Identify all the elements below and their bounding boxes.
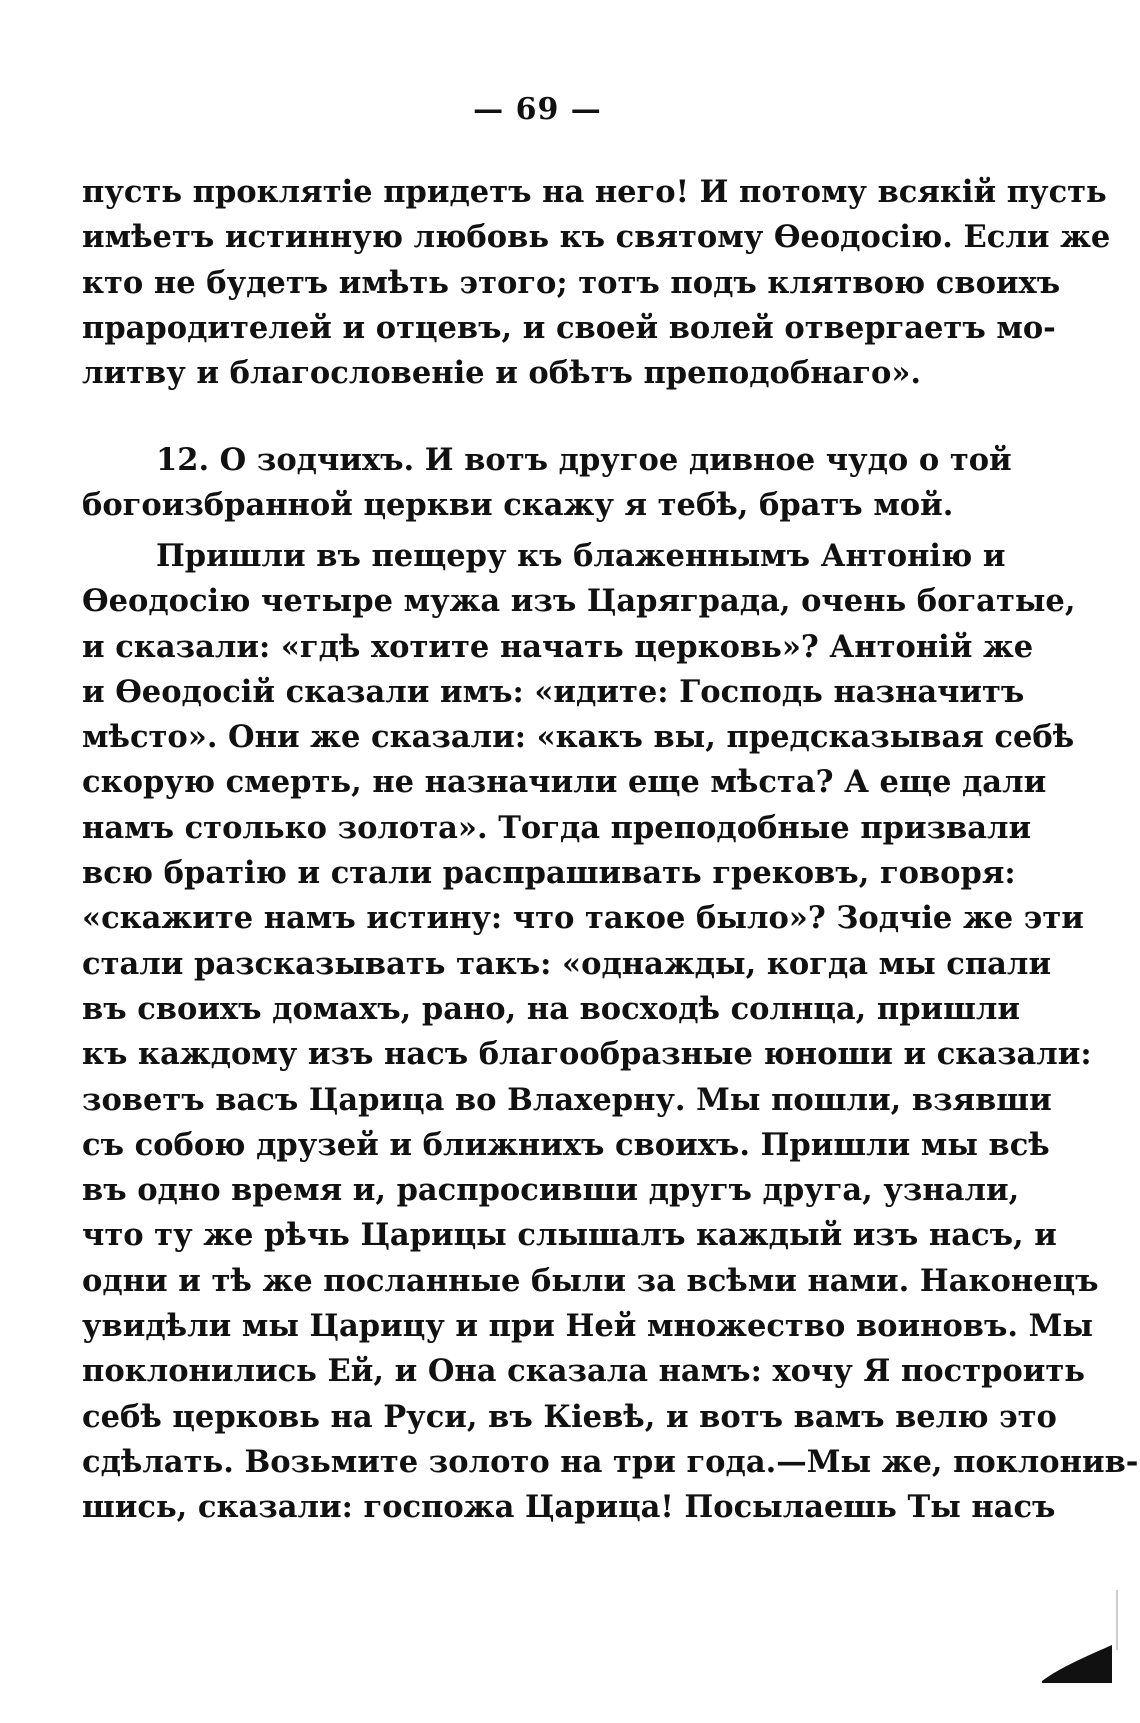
- text-line: мѣсто». Они же сказали: «какъ вы, предсказывая себѣ: [82, 719, 1075, 756]
- text-line: Пришли въ пещеру къ блаженнымъ Антонію и: [156, 538, 1006, 574]
- text-line: зоветъ васъ Царица во Влахерну. Мы пошли, взявши: [82, 1081, 1052, 1118]
- text-line: Ѳеодосію четыре мужа изъ Царяграда, очень богатые,: [82, 583, 1076, 620]
- text-line: намъ столько золота». Тогда преподобные призвали: [82, 809, 1032, 846]
- text-line: увидѣли мы Царицу и при Ней множество воиновъ. Мы: [82, 1308, 1093, 1345]
- text-line: и Ѳеодосій сказали имъ: «идите: Господь назначитъ: [82, 673, 1025, 710]
- text-line: что ту же рѣчь Царицы слышалъ каждый изъ насъ, и: [82, 1217, 1057, 1254]
- text-line: кто не будетъ имѣть этого; тотъ подъ клятвою своихъ: [82, 264, 1061, 301]
- paragraph-narrative: [82, 534, 1139, 1531]
- text-line: богоизбранной церкви скажу я тебѣ, братъ мой.: [82, 487, 954, 524]
- scan-smudge-mark: [1040, 1639, 1114, 1683]
- text-line: «скажите намъ истину: что такое было»? Зодчіе же эти: [82, 900, 1084, 937]
- scan-edge-line: [1116, 1590, 1118, 1650]
- text-line: къ каждому изъ насъ благообразные юноши и сказали:: [82, 1036, 1092, 1073]
- page-number: — 69 —: [473, 92, 602, 127]
- text-line: съ собою друзей и ближнихъ своихъ. Пришли мы всѣ: [82, 1126, 1050, 1163]
- text-line: шись, сказали: госпожа Царица! Посылаешь Ты насъ: [82, 1489, 1056, 1526]
- text-line: поклонились Ей, и Она сказала намъ: хочу Я построить: [82, 1353, 1085, 1390]
- text-line: въ одно время и, распросивши другъ друга, узнали,: [82, 1172, 1020, 1209]
- text-line: прародителей и отцевъ, и своей волей отвергаетъ мо-: [82, 309, 1056, 346]
- text-line: стали разсказывать такъ: «однажды, когда мы спали: [82, 945, 1052, 982]
- text-line: скорую смерть, не назначили еще мѣста? А еще дали: [82, 764, 1047, 801]
- text-line: всю братію и стали распрашивать грековъ, говоря:: [82, 855, 1016, 892]
- paragraph-continuation: [82, 170, 1111, 396]
- text-line: одни и тѣ же посланные были за всѣми нами. Наконецъ: [82, 1262, 1099, 1299]
- text-line: сдѣлать. Возьмите золото на три года.—Мы же, поклонив-: [82, 1443, 1139, 1480]
- text-line: имѣетъ истинную любовь къ святому Ѳеодосію. Если же: [82, 219, 1111, 256]
- section-heading-line: 12. О зодчихъ. И вотъ другое дивное чудо о той: [156, 442, 1012, 478]
- text-line: пусть проклятіе придетъ на него! И потому всякій пусть: [82, 174, 1107, 210]
- text-line: себѣ церковь на Руси, въ Кіевѣ, и вотъ вамъ велю это: [82, 1398, 1057, 1435]
- text-line: въ своихъ домахъ, рано, на восходѣ солнца, пришли: [82, 990, 1021, 1027]
- text-line: и сказали: «гдѣ хотите начать церковь»? Антоній же: [82, 628, 1034, 665]
- paragraph-section-12: [82, 438, 1012, 529]
- text-line: литву и благословеніе и обѣтъ преподобнаго».: [82, 355, 922, 392]
